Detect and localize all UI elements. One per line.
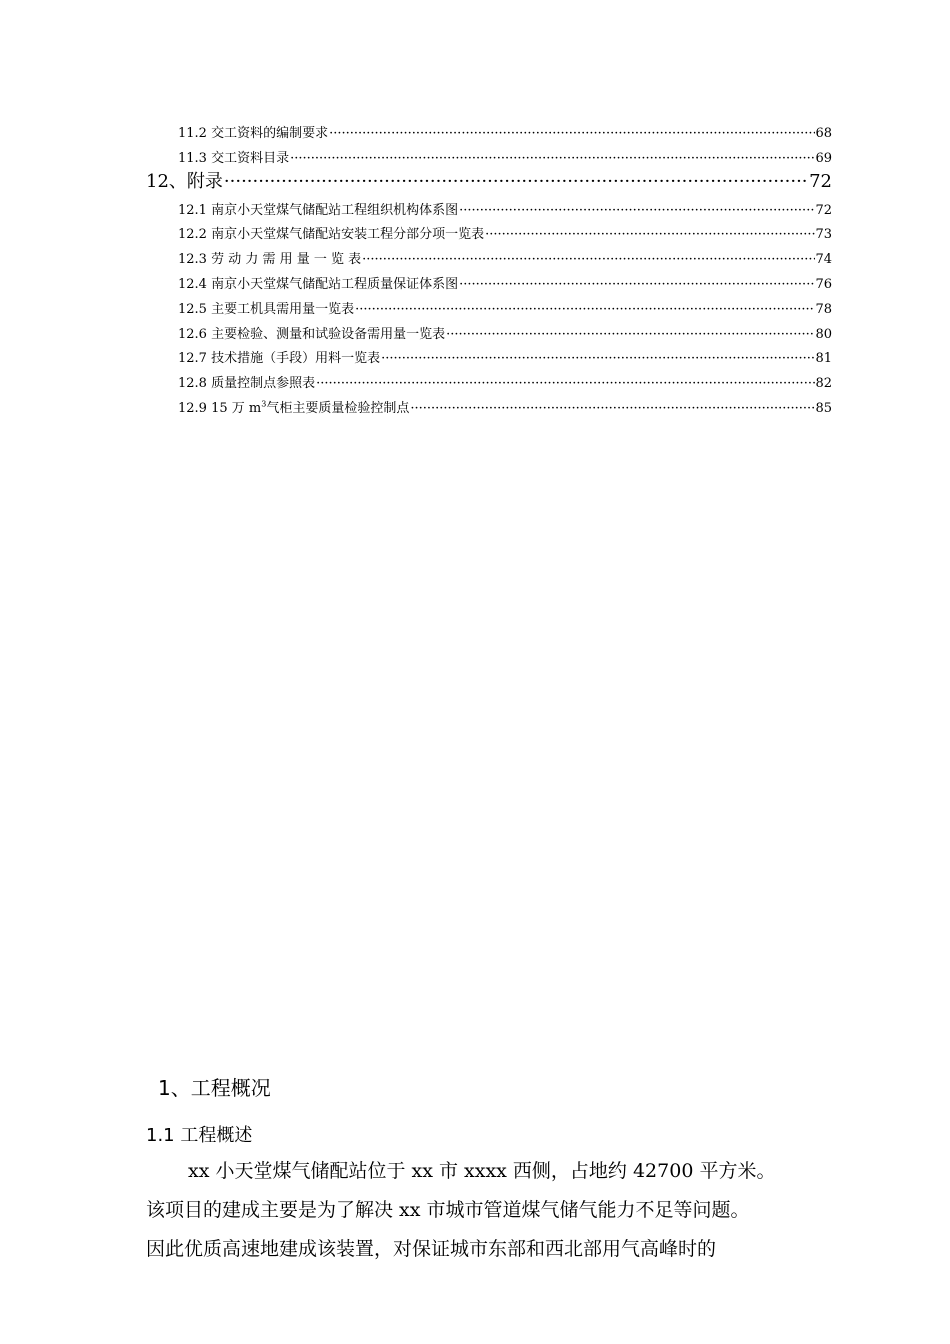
toc-entry[interactable] <box>178 248 832 266</box>
toc-entry[interactable] <box>178 273 832 291</box>
toc-dot-leader <box>223 171 809 192</box>
toc-chapter-entry[interactable] <box>146 167 832 193</box>
toc-entry-page: 85 <box>815 401 832 415</box>
toc-entry[interactable] <box>178 397 832 415</box>
toc-dot-leader <box>458 203 815 217</box>
toc-entry-page: 68 <box>815 126 832 140</box>
toc-entry[interactable] <box>178 372 832 390</box>
toc-entry-title: 11.2 交工资料的编制要求 <box>178 126 329 140</box>
toc-dot-leader <box>458 277 815 291</box>
toc-dot-leader <box>409 401 815 415</box>
toc-entry-page: 76 <box>815 277 832 291</box>
toc-entry[interactable] <box>178 122 832 140</box>
toc-entry-page: 80 <box>815 327 832 341</box>
toc-dot-leader <box>445 327 815 341</box>
toc-entry-page: 82 <box>815 376 832 390</box>
toc-dot-leader <box>354 302 815 316</box>
toc-entry-title: 12.8 质量控制点参照表 <box>178 376 316 390</box>
toc-dot-leader <box>361 252 815 266</box>
toc-entry[interactable] <box>178 298 832 316</box>
toc-entry-title: 12.2 南京小天堂煤气储配站安装工程分部分项一览表 <box>178 227 485 241</box>
toc-entry[interactable] <box>178 223 832 241</box>
toc-entry-page: 69 <box>815 151 832 165</box>
toc-entry-page: 72 <box>809 171 832 192</box>
toc-entry-title-part: 12.9 15 万 m <box>178 401 262 415</box>
paragraph-line: 该项目的建成主要是为了解决 xx 市城市管道煤气储气能力不足等问题。 <box>146 1199 750 1221</box>
toc-entry-title <box>178 397 409 415</box>
toc-entry-title: 12.5 主要工机具需用量一览表 <box>178 302 355 316</box>
toc-entry-title: 12.7 技术措施（手段）用料一览表 <box>178 351 381 365</box>
toc-entry-page: 73 <box>815 227 832 241</box>
toc-entry-title: 11.3 交工资料目录 <box>178 151 290 165</box>
toc-entry[interactable] <box>178 323 832 341</box>
section-heading: 1、工程概况 <box>158 1076 271 1100</box>
toc-entry[interactable] <box>178 199 832 217</box>
toc-entry-page: 78 <box>815 302 832 316</box>
toc-dot-leader <box>380 351 815 365</box>
toc-entry-title: 12、附录 <box>146 171 223 192</box>
toc-entry-page: 72 <box>815 203 832 217</box>
toc-entry-title: 12.1 南京小天堂煤气储配站工程组织机构体系图 <box>178 203 459 217</box>
toc-entry[interactable] <box>178 347 832 365</box>
toc-entry-title-part: 气柜主要质量检验控制点 <box>266 401 410 415</box>
superscript: 3 <box>261 399 267 409</box>
toc-entry[interactable] <box>178 147 832 165</box>
toc-entry-page: 81 <box>815 351 832 365</box>
toc-dot-leader <box>315 376 815 390</box>
paragraph-line: xx 小天堂煤气储配站位于 xx 市 xxxx 西侧，占地约 42700 平方米。 <box>188 1160 776 1182</box>
toc-dot-leader <box>328 126 815 140</box>
toc-entry-page: 74 <box>815 252 832 266</box>
toc-entry-title: 12.4 南京小天堂煤气储配站工程质量保证体系图 <box>178 277 459 291</box>
toc-entry-title: 12.3 劳 动 力 需 用 量 一 览 表 <box>178 252 362 266</box>
toc-dot-leader <box>484 227 815 241</box>
toc-dot-leader <box>289 151 815 165</box>
paragraph-line: 因此优质高速地建成该装置，对保证城市东部和西北部用气高峰时的 <box>146 1238 717 1260</box>
toc-entry-title: 12.6 主要检验、测量和试验设备需用量一览表 <box>178 327 446 341</box>
subsection-heading: 1.1 工程概述 <box>146 1125 253 1146</box>
